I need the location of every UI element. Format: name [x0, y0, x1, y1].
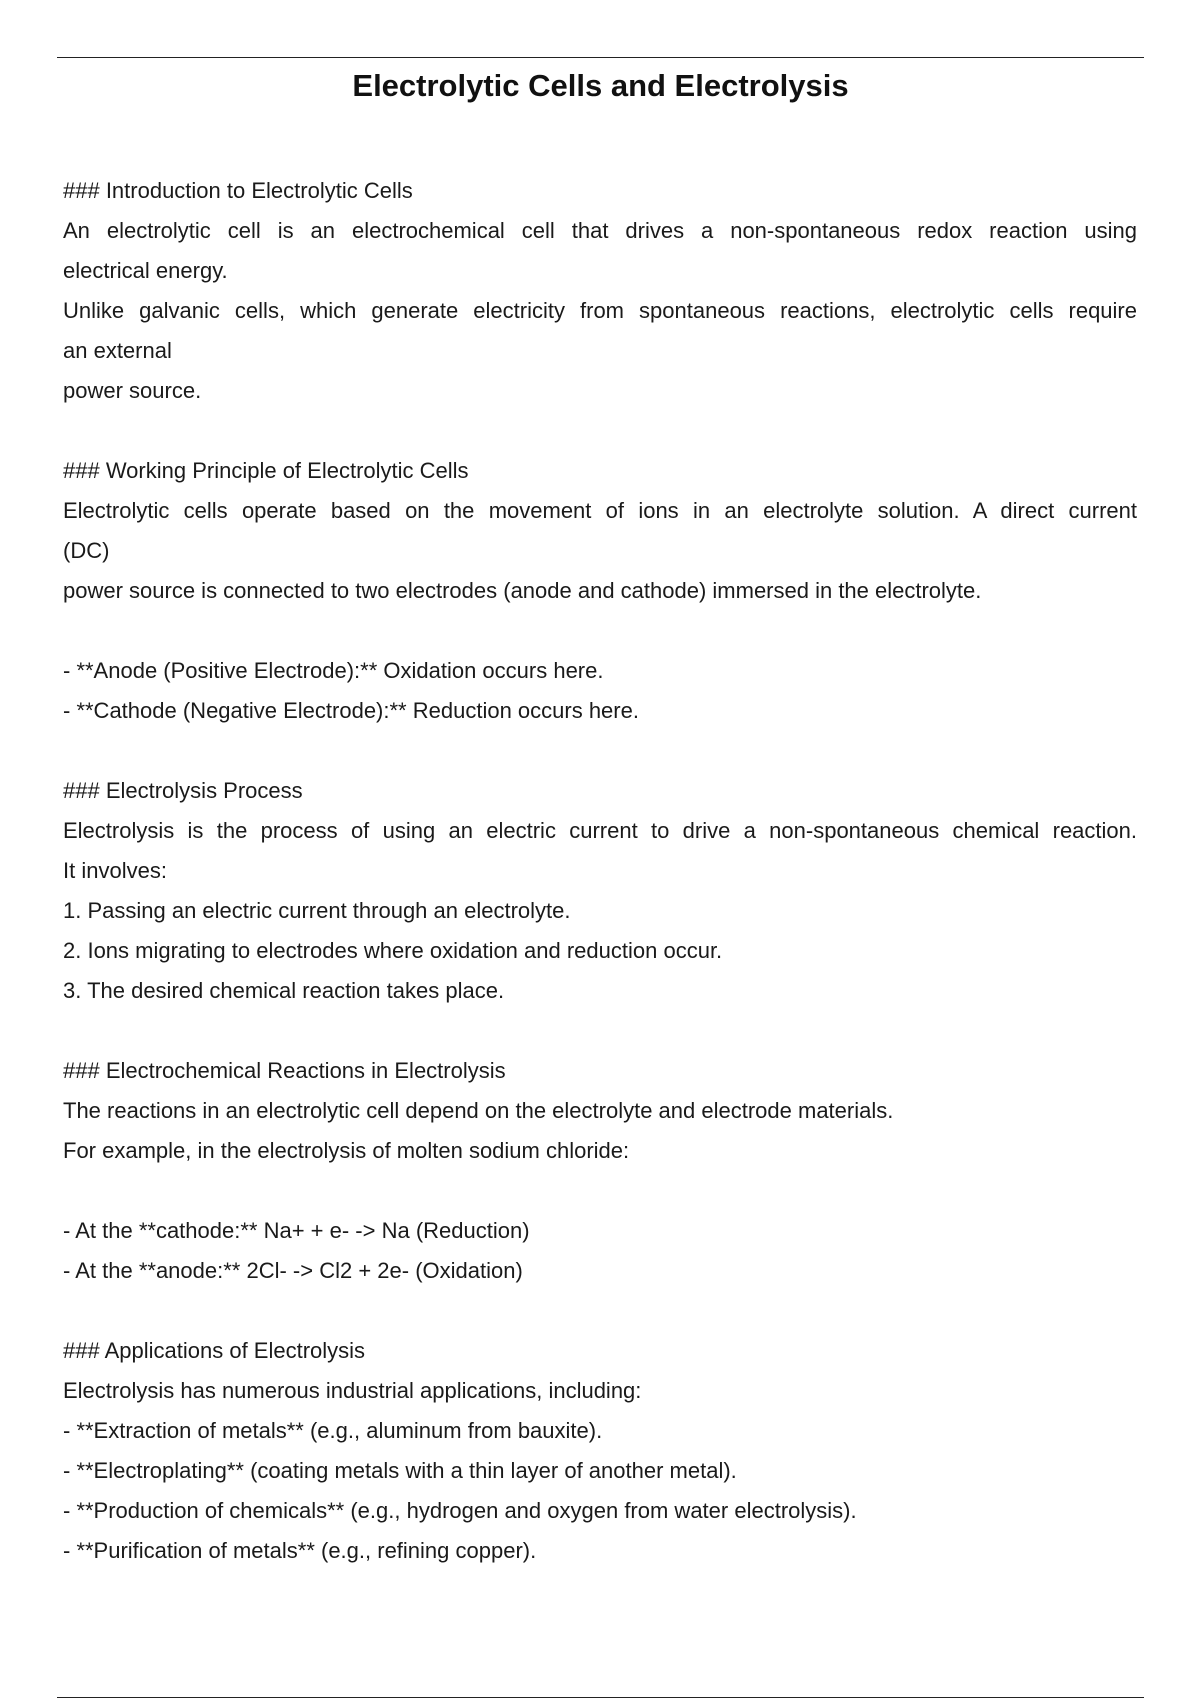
section-heading-introduction: ### Introduction to Electrolytic Cells: [63, 178, 413, 203]
bottom-rule: [57, 1697, 1144, 1698]
paragraph-line: The reactions in an electrolytic cell depend on the electrolyte and electrode materials.: [63, 1098, 894, 1123]
bullet-item-cathode-reaction: - At the **cathode:** Na+ + e- -> Na (Reduction): [63, 1218, 530, 1243]
section-heading-working-principle: ### Working Principle of Electrolytic Cells: [63, 458, 469, 483]
paragraph-line: Unlike galvanic cells, which generate electricity from spontaneous reactions, electrolytic cells require: [63, 298, 1137, 323]
section-heading-applications: ### Applications of Electrolysis: [63, 1338, 366, 1363]
spacer: [63, 731, 1137, 771]
paragraph-line: power source is connected to two electrodes (anode and cathode) immersed in the electrolyte.: [63, 578, 982, 603]
spacer: [63, 1171, 1137, 1211]
document-body: [63, 171, 1137, 1571]
spacer: [63, 1291, 1137, 1331]
bullet-item: - **Electroplating** (coating metals with a thin layer of another metal).: [63, 1458, 737, 1483]
paragraph-line: An electrolytic cell is an electrochemical cell that drives a non-spontaneous redox reaction using: [63, 218, 1137, 243]
paragraph-line: power source.: [63, 378, 202, 403]
paragraph-line: Electrolytic cells operate based on the movement of ions in an electrolyte solution. A direct current: [63, 498, 1137, 523]
page-title: Electrolytic Cells and Electrolysis: [352, 68, 849, 103]
spacer: [63, 611, 1137, 651]
bullet-item-anode-reaction: - At the **anode:** 2Cl- -> Cl2 + 2e- (Oxidation): [63, 1258, 523, 1283]
paragraph-line: electrical energy.: [63, 258, 228, 283]
paragraph-line: For example, in the electrolysis of molten sodium chloride:: [63, 1138, 630, 1163]
paragraph-line: (DC): [63, 538, 110, 563]
paragraph-line: It involves:: [63, 858, 167, 883]
top-rule: [57, 57, 1144, 58]
bullet-item: - **Purification of metals** (e.g., refining copper).: [63, 1538, 537, 1563]
section-heading-electrochemical-reactions: ### Electrochemical Reactions in Electrolysis: [63, 1058, 506, 1083]
bullet-item-cathode: - **Cathode (Negative Electrode):** Reduction occurs here.: [63, 698, 639, 723]
spacer: [63, 1011, 1137, 1051]
bullet-item-anode: - **Anode (Positive Electrode):** Oxidation occurs here.: [63, 658, 604, 683]
bullet-item: - **Production of chemicals** (e.g., hydrogen and oxygen from water electrolysis).: [63, 1498, 857, 1523]
bullet-item: - **Extraction of metals** (e.g., aluminum from bauxite).: [63, 1418, 603, 1443]
paragraph-line: an external: [63, 338, 172, 363]
spacer: [63, 411, 1137, 451]
numbered-item: 2. Ions migrating to electrodes where oxidation and reduction occur.: [63, 938, 723, 963]
section-heading-electrolysis-process: ### Electrolysis Process: [63, 778, 303, 803]
paragraph-line: Electrolysis has numerous industrial applications, including:: [63, 1378, 642, 1403]
numbered-item: 3. The desired chemical reaction takes place.: [63, 978, 505, 1003]
paragraph-line: Electrolysis is the process of using an electric current to drive a non-spontaneous chemical reaction.: [63, 818, 1137, 843]
numbered-item: 1. Passing an electric current through an electrolyte.: [63, 898, 571, 923]
